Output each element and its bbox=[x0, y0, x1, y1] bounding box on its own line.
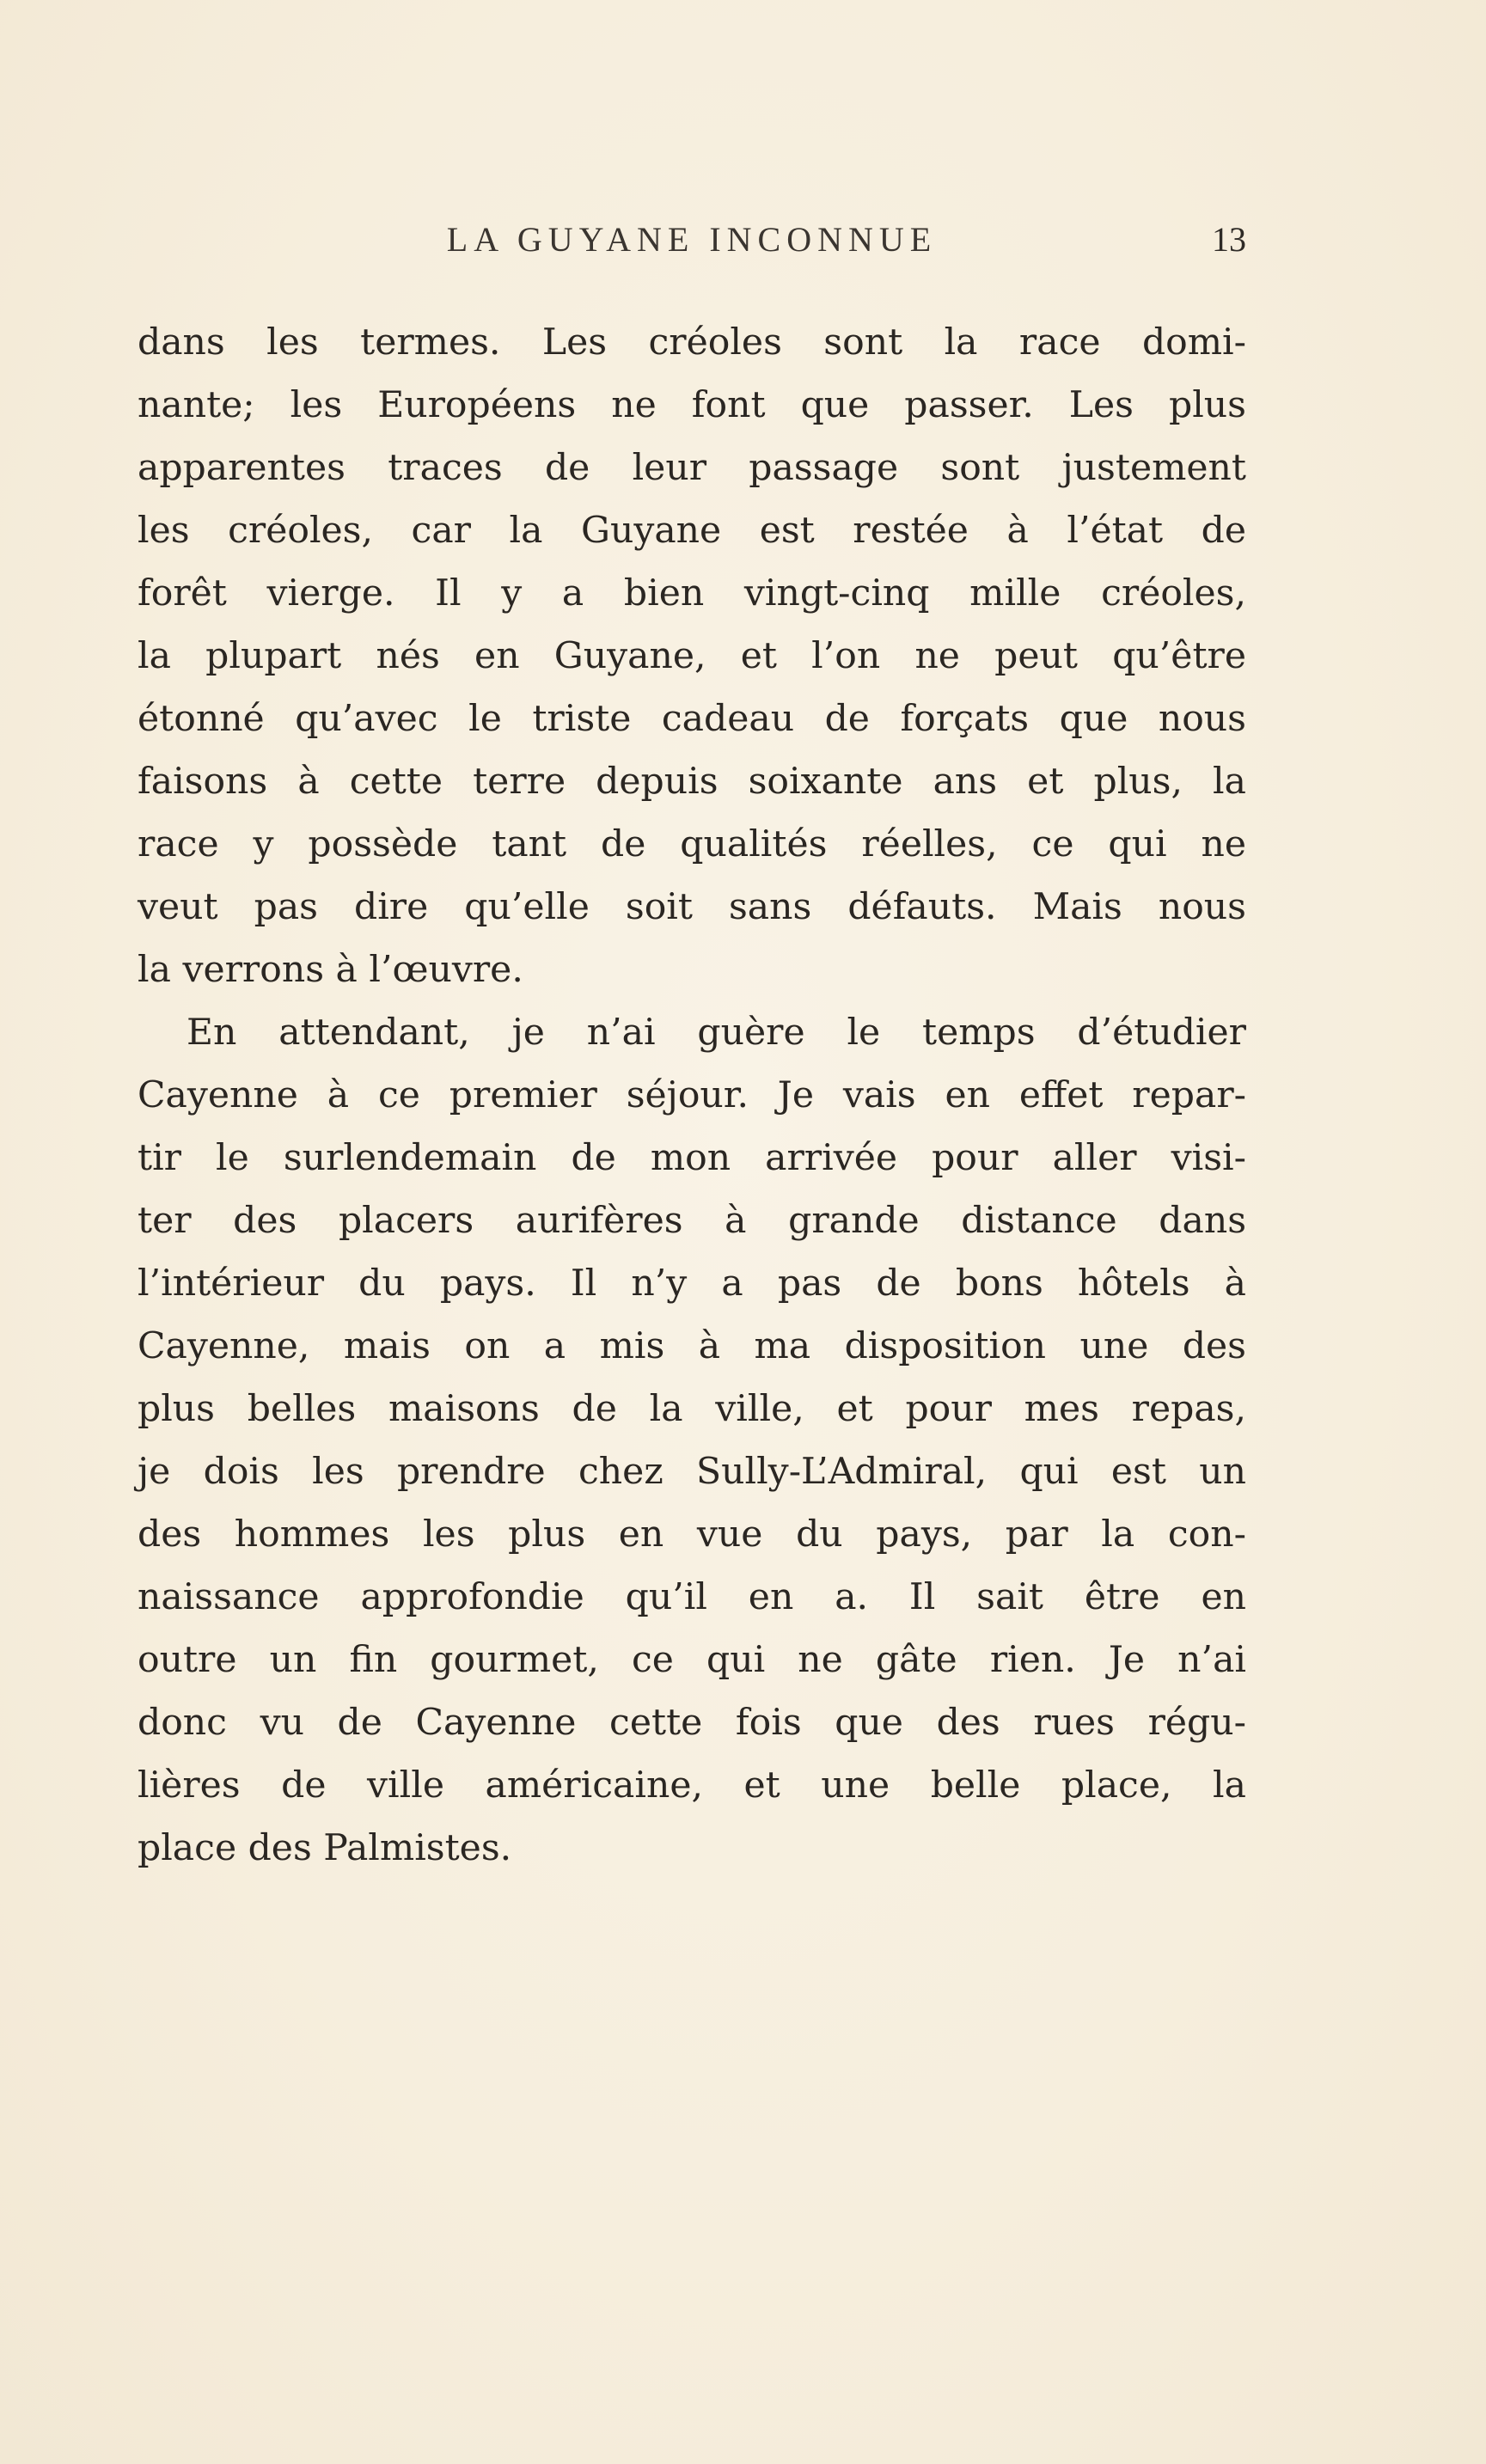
text-line: place des Palmistes. bbox=[138, 1827, 512, 1869]
paragraph-2 bbox=[138, 1001, 1246, 1880]
text-line: faisons à cette terre depuis soixante ans et plus, la bbox=[138, 761, 1246, 803]
text-line: ter des placers aurifères à grande distance dans bbox=[138, 1200, 1246, 1242]
text-line: je dois les prendre chez Sully-L’Admiral, qui est un bbox=[138, 1451, 1246, 1493]
text-line: la verrons à l’œuvre. bbox=[138, 949, 523, 991]
running-title: LA GUYANE INCONNUE bbox=[446, 220, 938, 259]
text-line: dans les termes. Les créoles sont la race domi- bbox=[138, 321, 1246, 364]
text-line: nante; les Européens ne font que passer. Les plus bbox=[138, 384, 1246, 426]
text-line: En attendant, je n’ai guère le temps d’étudier bbox=[187, 1012, 1246, 1054]
body-text bbox=[138, 311, 1246, 1880]
text-line: outre un fin gourmet, ce qui ne gâte rien. Je n’ai bbox=[138, 1639, 1246, 1681]
text-line: les créoles, car la Guyane est restée à l’état de bbox=[138, 510, 1246, 552]
text-line: étonné qu’avec le triste cadeau de forçats que nous bbox=[138, 698, 1246, 740]
text-line: tir le surlendemain de mon arrivée pour aller visi- bbox=[138, 1137, 1246, 1179]
text-line: des hommes les plus en vue du pays, par la con- bbox=[138, 1513, 1246, 1556]
text-line: naissance approfondie qu’il en a. Il sait être en bbox=[138, 1576, 1246, 1618]
text-line: veut pas dire qu’elle soit sans défauts. Mais nous bbox=[138, 886, 1246, 928]
text-line: plus belles maisons de la ville, et pour mes repas, bbox=[138, 1388, 1246, 1430]
text-line: forêt vierge. Il y a bien vingt-cinq mille créoles, bbox=[138, 572, 1246, 614]
text-line: la plupart nés en Guyane, et l’on ne peut qu’être bbox=[138, 635, 1246, 677]
page-number: 13 bbox=[1212, 220, 1246, 259]
text-line: apparentes traces de leur passage sont justement bbox=[138, 447, 1246, 489]
running-head bbox=[138, 218, 1246, 261]
text-line: Cayenne, mais on a mis à ma disposition une des bbox=[138, 1325, 1246, 1367]
text-line: race y possède tant de qualités réelles, ce qui ne bbox=[138, 823, 1246, 865]
text-line: l’intérieur du pays. Il n’y a pas de bons hôtels à bbox=[138, 1263, 1246, 1305]
text-line: lières de ville américaine, et une belle place, la bbox=[138, 1764, 1246, 1807]
text-line: Cayenne à ce premier séjour. Je vais en effet repar- bbox=[138, 1074, 1246, 1116]
text-line: donc vu de Cayenne cette fois que des rues régu- bbox=[138, 1702, 1246, 1744]
paragraph-1 bbox=[138, 311, 1246, 1001]
